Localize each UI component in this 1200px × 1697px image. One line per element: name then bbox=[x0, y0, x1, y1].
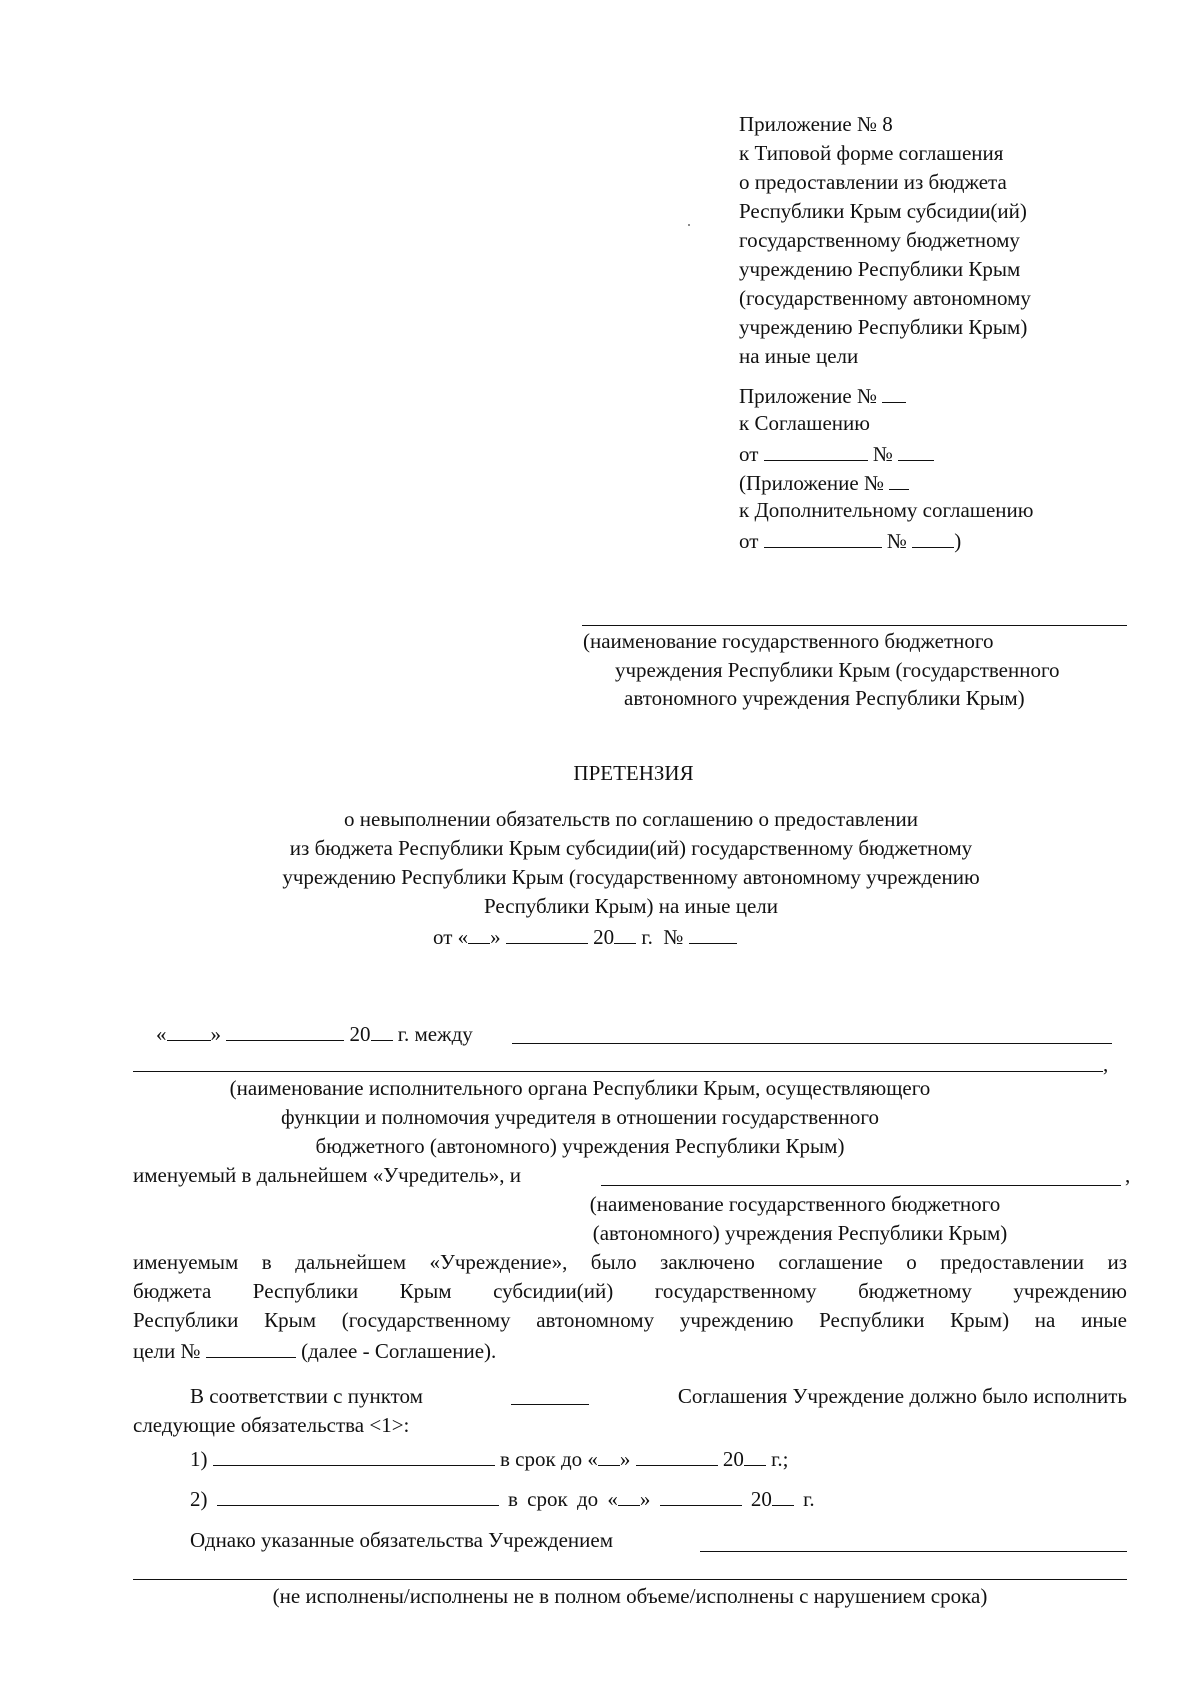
status-line[interactable] bbox=[700, 1551, 1127, 1552]
obligation-item-2 bbox=[190, 1483, 815, 1514]
appendix-line: к Типовой форме соглашения bbox=[739, 141, 1004, 165]
from-label: от bbox=[739, 442, 759, 467]
quote-open: « bbox=[156, 1022, 167, 1047]
claim-date-line bbox=[433, 921, 737, 952]
appendix-line: о предоставлении из бюджета bbox=[739, 170, 1007, 194]
year-abbrev: г. bbox=[641, 925, 653, 950]
year-prefix: 20 bbox=[593, 925, 615, 950]
to-agreement-label: к Соглашению bbox=[739, 411, 870, 435]
deadline-day-blank[interactable] bbox=[618, 1483, 640, 1506]
obligation-item-1 bbox=[190, 1443, 788, 1474]
paragraph-line: именуемым в дальнейшем «Учреждение», было заключено соглашение о предоставлении из bbox=[133, 1250, 1127, 1274]
recipient-caption-line: учреждения Республики Крым (государственного bbox=[615, 658, 1060, 682]
additional-appendix-label: (Приложение № bbox=[739, 471, 884, 496]
number-label: № bbox=[872, 442, 893, 467]
additional-number-blank[interactable] bbox=[912, 525, 954, 548]
between-label: г. между bbox=[397, 1022, 473, 1047]
agreement-date-blank[interactable] bbox=[764, 438, 868, 461]
comma: , bbox=[1103, 1052, 1109, 1076]
day-blank[interactable] bbox=[167, 1018, 211, 1041]
year-blank[interactable] bbox=[371, 1018, 393, 1041]
obligation-blank[interactable] bbox=[213, 1443, 495, 1466]
recipient-caption-line: автономного учреждения Республики Крым) bbox=[624, 686, 1025, 710]
deadline-year-blank[interactable] bbox=[772, 1483, 794, 1506]
quote-close: » bbox=[490, 925, 501, 950]
year-prefix: 20 bbox=[750, 1487, 772, 1512]
from-label: от bbox=[739, 529, 759, 554]
additional-date-blank[interactable] bbox=[764, 525, 882, 548]
per-point-rest: Соглашения Учреждение должно было исполнить bbox=[677, 1384, 1127, 1408]
deadline-day-blank[interactable] bbox=[598, 1443, 620, 1466]
appendix-header bbox=[739, 110, 1031, 371]
claim-subtitle-line: о невыполнении обязательств по соглашению о предоставлении bbox=[344, 807, 918, 831]
obligation-blank[interactable] bbox=[217, 1483, 499, 1506]
year-prefix: 20 bbox=[349, 1022, 371, 1047]
claim-number-blank[interactable] bbox=[689, 921, 737, 944]
number-label: № bbox=[663, 925, 684, 950]
institution-caption-line: (автономного) учреждения Республики Крым) bbox=[592, 1221, 1008, 1245]
additional-appendix-number-blank[interactable] bbox=[889, 467, 909, 490]
number-label: № bbox=[886, 529, 907, 554]
claim-subtitle-line: учреждению Республики Крым (государственному автономному учреждению bbox=[282, 865, 980, 889]
year-abbrev: г. bbox=[803, 1487, 815, 1512]
appendix-line: Приложение № 8 bbox=[739, 112, 893, 136]
deadline-year-blank[interactable] bbox=[744, 1443, 766, 1466]
agreement-number-blank[interactable] bbox=[898, 438, 934, 461]
deadline-month-blank[interactable] bbox=[660, 1483, 742, 1506]
goals-line bbox=[133, 1335, 496, 1366]
scan-speck bbox=[688, 224, 690, 226]
appendix-line: на иные цели bbox=[739, 344, 859, 368]
appendix-line: учреждению Республики Крым bbox=[739, 257, 1021, 281]
claim-day-blank[interactable] bbox=[468, 921, 490, 944]
appendix-line: (государственному автономному bbox=[739, 286, 1031, 310]
named-founder-label: именуемый в дальнейшем «Учредитель», и bbox=[133, 1163, 521, 1187]
quote-close: » bbox=[639, 1487, 651, 1512]
status-line-2[interactable] bbox=[133, 1579, 1127, 1580]
founder-caption-line: бюджетного (автономного) учреждения Республики Крым) bbox=[315, 1134, 845, 1158]
item-number: 1) bbox=[190, 1447, 208, 1472]
to-additional-label: к Дополнительному соглашению bbox=[739, 498, 1034, 522]
per-point-label: В соответствии с пунктом bbox=[190, 1384, 423, 1408]
month-blank[interactable] bbox=[226, 1018, 344, 1041]
deadline-label: в срок до « bbox=[500, 1447, 598, 1472]
founder-caption-line: (наименование исполнительного органа Республики Крым, осуществляющего bbox=[229, 1076, 931, 1100]
deadline-label: в срок до « bbox=[508, 1487, 618, 1512]
appendix-number-blank[interactable] bbox=[882, 380, 906, 403]
quote-close: » bbox=[210, 1022, 221, 1047]
year-abbrev: г.; bbox=[771, 1447, 789, 1472]
founder-name-line[interactable] bbox=[512, 1043, 1112, 1044]
paragraph-line: бюджета Республики Крым субсидии(ий) государственному бюджетному учреждению bbox=[133, 1279, 1127, 1303]
goals-rest: (далее - Соглашение). bbox=[301, 1339, 497, 1364]
status-caption: (не исполнены/исполнены не в полном объеме/исполнены с нарушением срока) bbox=[272, 1584, 988, 1608]
appendix-line: государственному бюджетному bbox=[739, 228, 1020, 252]
per-point-line bbox=[190, 1382, 1127, 1411]
claim-date-from: от « bbox=[433, 925, 469, 950]
however-label: Однако указанные обязательства Учреждением bbox=[190, 1528, 614, 1552]
agreement-date-line bbox=[156, 1018, 473, 1049]
quote-close: » bbox=[619, 1447, 631, 1472]
claim-year-blank[interactable] bbox=[614, 921, 636, 944]
appendix-line: Республики Крым субсидии(ий) bbox=[739, 199, 1027, 223]
claim-subtitle-line: из бюджета Республики Крым субсидии(ий) государственному бюджетному bbox=[289, 836, 973, 860]
claim-month-blank[interactable] bbox=[506, 921, 588, 944]
following-label: следующие обязательства <1>: bbox=[133, 1413, 410, 1437]
point-number-blank[interactable] bbox=[511, 1382, 589, 1405]
agreement-appendix-label: Приложение № bbox=[739, 384, 877, 409]
appendix-line: учреждению Республики Крым) bbox=[739, 315, 1028, 339]
institution-caption-line: (наименование государственного бюджетного bbox=[589, 1192, 1001, 1216]
paragraph-line: Республики Крым (государственному автономному учреждению Республики Крым) на иные bbox=[133, 1308, 1127, 1332]
close-paren: ) bbox=[954, 529, 962, 554]
agreement-number-blank[interactable] bbox=[206, 1335, 296, 1358]
goals-number-label: цели № bbox=[133, 1339, 201, 1364]
founder-caption-line: функции и полномочия учредителя в отношении государственного bbox=[281, 1105, 879, 1129]
founder-name-line-2[interactable] bbox=[133, 1071, 1103, 1072]
deadline-month-blank[interactable] bbox=[636, 1443, 718, 1466]
year-prefix: 20 bbox=[722, 1447, 744, 1472]
claim-subtitle-line: Республики Крым) на иные цели bbox=[484, 894, 778, 918]
claim-title: ПРЕТЕНЗИЯ bbox=[573, 761, 694, 785]
comma: , bbox=[1125, 1163, 1131, 1187]
institution-name-line[interactable] bbox=[601, 1185, 1121, 1186]
agreement-appendix-block bbox=[739, 380, 1033, 554]
item-number: 2) bbox=[190, 1487, 208, 1512]
recipient-caption-line: (наименование государственного бюджетного bbox=[583, 629, 994, 653]
recipient-name-line[interactable] bbox=[582, 625, 1127, 626]
